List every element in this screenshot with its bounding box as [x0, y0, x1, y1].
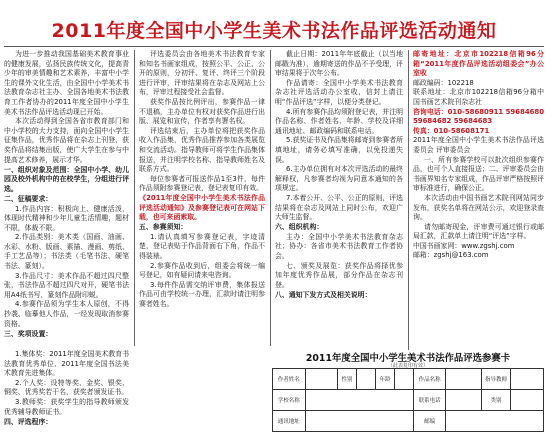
form-cell[interactable]: [446, 411, 544, 432]
paragraph: 六、组织机构：: [275, 223, 324, 232]
form-cell: 年龄: [375, 369, 394, 390]
form-cell[interactable]: [305, 369, 338, 390]
form-row: [273, 411, 544, 432]
form-note: （此表复印有效）: [387, 363, 428, 369]
form-cell: 通讯地址: [273, 411, 306, 432]
article-column-1: [4, 50, 129, 346]
column-divider: [270, 50, 271, 346]
article-column-2-continued: [139, 350, 265, 434]
paragraph: 五、参赛须知：: [139, 223, 188, 232]
paragraph: 一、所有参赛学校可以批次组织参赛作品，也可个人直接报送；二、评审委员会由书画界知名专家组成，作品评审严格按照评审标准进行，确保公正。: [413, 155, 544, 193]
title-rule: [4, 46, 544, 47]
paragraph: 2.个人奖：设特等奖、金奖、银奖、铜奖、优秀奖若干名，获奖者颁发证书。: [4, 378, 129, 397]
column-divider: [134, 50, 135, 346]
form-row: [273, 390, 544, 411]
paragraph: 二、征稿要求：: [4, 194, 53, 203]
form-row: [273, 369, 544, 390]
paragraph: 《2011年度全国中小学生美术书法作品评选活动通知》及参赛登记表可在网站下载，也可来函索取。: [139, 193, 265, 222]
entry-form: [272, 350, 544, 434]
paragraph: 咨询电话：010-58680911 59684680 59684682 59684683: [413, 107, 544, 126]
paragraph: 3.教师奖：获奖学生的指导教师颁发优秀辅导教师证书。: [4, 397, 129, 416]
form-cell: 性别: [338, 369, 357, 390]
form-cell: 联系电话: [413, 390, 446, 411]
article-column-2: [139, 50, 265, 346]
paragraph: 八、通知下发方式及相关说明：: [275, 290, 372, 299]
article-column-1-continued: [4, 350, 129, 434]
paragraph: 四、评选程序：: [4, 417, 53, 426]
form-cell[interactable]: [394, 369, 413, 390]
paragraph: 1.作品内容：积极向上、健康活泼，体现时代精神和少年儿童生活情趣，题材不限，体裁不限。: [4, 204, 129, 232]
paragraph: 5.获奖证书及作品集将邮寄到参赛者所填地址，请务必填写准确，以免投递失误。: [275, 136, 403, 164]
paragraph: 请勿邮寄现金，评审费可通过银行或邮局汇款，汇款单上请注明“评选”字样。: [413, 222, 544, 241]
paragraph: 七、颁奖及展览：获奖作品将择优参加年度优秀作品展，部分作品在杂志刊登。: [275, 261, 403, 289]
paragraph: 4.所有参赛作品均须附登记表，并注明作品名称、作者姓名、年龄、学校及详细通讯地址、邮政编码和联系电话。: [275, 107, 403, 135]
paragraph: 作品请寄：全国中小学美术书法教育杂志社评选活动办公室收，信封上请注明“作品评选”字样，以便分类登记。: [275, 78, 403, 106]
paragraph: 本次活动得到全国各省市教育部门和中小学校的大力支持，面向全国中小学生征集作品，优秀作品将在杂志上刊登，获奖作品将结集出版，使广大学生在参与中提高艺术修养，展示才华。: [4, 117, 129, 164]
form-cell: 邮编: [413, 411, 446, 432]
paragraph: 主办：全国中小学美术书法教育杂志社；协办：各省市美术书法教育工作者协会。: [275, 232, 403, 260]
paragraph: 邮政编码：102218: [413, 78, 474, 87]
form-cell: 学校名称: [273, 390, 306, 411]
paragraph: 3.每件作品需交纳评审费，集体报送作品可由学校统一办理，汇款时请注明参赛者姓名。: [139, 280, 265, 308]
paragraph: 邮寄地址：北京市102218信箱96分箱“2011年度作品评选活动组委会”办公室收: [413, 50, 544, 78]
form-cell[interactable]: [446, 369, 481, 390]
form-cell: 作者姓名: [273, 369, 306, 390]
paragraph: 3.作品尺寸：美术作品不超过四尺整张，书法作品不超过四尺对开，硬笔书法用A4纸书写，篆刻作品附印蜕。: [4, 271, 129, 299]
form-cell: 指导教师: [481, 369, 511, 390]
form-cell[interactable]: [357, 369, 376, 390]
paragraph: 邮箱：zgshj@163.com: [413, 251, 489, 260]
paragraph: 本次活动由中国书画艺术院刊网站同步发布，获奖名单将在网站公示，欢迎登录查询。: [413, 193, 544, 222]
paragraph: 一、组织对象及范围：全国中小学、幼儿园及校外机构中的在校学生，分组进行评选。: [4, 165, 129, 193]
paragraph: 4.参赛作品须为学生本人原创，不得抄袭、临摹他人作品，一经发现取消参赛资格。: [4, 300, 129, 328]
form-cell[interactable]: [305, 390, 413, 411]
paragraph: 中国书画家网：www.zgshj.com: [413, 241, 515, 250]
entry-form-table: [272, 368, 544, 432]
form-cell[interactable]: [511, 390, 544, 411]
paragraph: 2.作品类别：美术类（国画、油画、水彩、水粉、版画、素描、漫画、剪纸、手工艺品等）；书法类（毛笔书法、硬笔书法、篆刻）。: [4, 233, 129, 271]
form-cell: 作品名称: [413, 369, 446, 390]
paragraph: 三、奖项设置：: [4, 329, 53, 338]
paragraph: 获奖作品按比例评出，参赛作品一律不退稿，主办单位有权对获奖作品进行出版、展览和宣传，作者享有署名权。: [139, 97, 265, 126]
form-cell: 类别: [481, 390, 511, 411]
article-column-4: [413, 50, 544, 346]
form-title: 2011年度全国中小学生美术书法作品评选参赛卡: [305, 353, 511, 364]
paragraph: 6.主办单位拥有对本次评选活动的最终解释权，凡参赛者均视为同意本通知的各项规定。: [275, 165, 403, 193]
form-cell[interactable]: [511, 369, 544, 390]
paragraph: 7.本着公开、公平、公正的原则，评选结果将在杂志及网站上同时公布，欢迎广大师生监督。: [275, 193, 403, 222]
paragraph: 截止日期：2011年年底截止（以当地邮戳为准），逾期寄送的作品不予受理，评审结果将于次年公布。: [275, 50, 403, 78]
paragraph: 2011年度全国中小学生美术书法作品评选委员会 评审委员会: [413, 136, 544, 154]
form-cell[interactable]: [305, 411, 413, 432]
paragraph: 传真：010-58608171: [413, 126, 490, 135]
paragraph: 联系地址：北京市102218信箱96分箱中国书画艺术院刊杂志社: [413, 88, 544, 106]
paragraph: 评选委员会由各地美术书法教育专家和知名书画家组成，按照公平、公正、公开的原则，分初评、复评、终评三个阶段进行评审，评审结果将在杂志及网站上公布，评审过程接受社会监督。: [139, 50, 265, 97]
paragraph: 每位参赛者可报送作品1至3件，每件作品须附参赛登记表，登记表复印有效。: [139, 174, 265, 193]
notice-title: 2011年度全国中小学生美术书法作品评选活动通知: [51, 20, 497, 42]
paragraph: 2.参赛作品收到后，组委会将统一编号登记，如有疑问请来电咨询。: [139, 261, 265, 280]
paragraph: 评选结束后，主办单位将把获奖作品收入作品集，优秀作品推荐参加各类展览和交流活动。指导教师可将学生作品集体报送，并注明学校名称、指导教师姓名及联系方式。: [139, 126, 265, 174]
paragraph: 1.集体奖：2011年度全国美术教育书法教育优秀单位、2011年度全国书法美术教育先进集体。: [4, 350, 129, 378]
paragraph: 1.请认真填写参赛登记表，字迹清楚，登记表贴于作品背面右下角，作品不得装裱。: [139, 232, 265, 260]
article-column-3: [275, 50, 403, 346]
form-cell[interactable]: [446, 390, 481, 411]
paragraph: 为进一步推动我国基础美术教育事业的健康发展，弘扬民族传统文化，提高青少年的审美情趣和艺术素养，丰富中小学生的课外文化生活，由全国中小学美术书法教育杂志社主办、全国各地美术书法教育工作者协办的2011年度全国中小学生美术书法作品评选活动现已开始。: [4, 50, 129, 116]
